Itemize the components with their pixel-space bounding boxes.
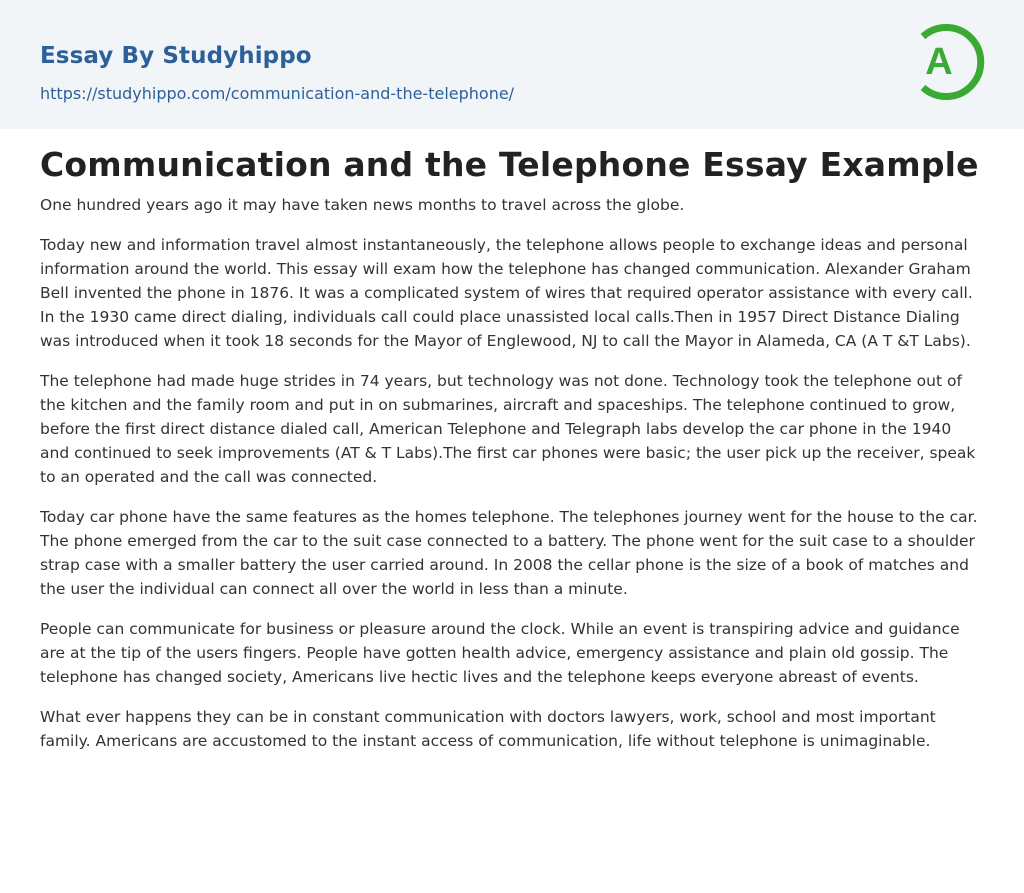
paragraph-3: The telephone had made huge strides in 74 years, but technology was not done. Technology took the telephone out of the kitchen and the family room and put in on submarines, aircraft and spaceships. The telephone continued to grow, before the first direct distance dialed call, American Telephone and Telegraph labs develop the car phone in the 1940 and continued to seek improvements (AT & T Labs).The first car phones were basic; the user pick up the receiver, speak to an operated and the call was connected. [40,372,976,486]
paragraph-1: One hundred years ago it may have taken news months to travel across the globe. [40,196,685,214]
essay-url-link[interactable]: https://studyhippo.com/communication-and-the-telephone/ [40,84,515,103]
paragraph-2: Today new and information travel almost instantaneously, the telephone allows people to exchange ideas and personal information around the world. This essay will exam how the telephone has changed communication. Alexander Graham Bell invented the phone in 1876. It was a complicated system of wires that required operator assistance with every call. In the 1930 came direct dialing, individuals call could place unassisted local calls.Then in 1957 Direct Distance Dialing was introduced when it took 18 seconds for the Mayor of Englewood, NJ to call the Mayor in Alameda, CA (A T &T Labs). [40,236,973,350]
logo-letter: A [925,41,953,83]
site-name[interactable]: Essay By Studyhippo [40,43,312,69]
article [0,129,1024,753]
paragraph-5: People can communicate for business or pleasure around the clock. While an event is transpiring advice and guidance are at the tip of the users fingers. People have gotten health advice, emergency assistance and plain old gossip. The telephone has changed society, Americans live hectic lives and the telephone keeps everyone abreast of events. [40,620,960,686]
article-title: Communication and the Telephone Essay Example [40,145,979,184]
paragraph-6: What ever happens they can be in constant communication with doctors lawyers, work, school and most important family. Americans are accustomed to the instant access of communication, life without telephone is unimaginable. [40,708,936,750]
site-header [0,0,1024,129]
paragraph-4: Today car phone have the same features as the homes telephone. The telephones journey went for the house to the car. The phone emerged from the car to the suit case connected to a battery. The phone went for the suit case to a shoulder strap case with a smaller battery the user carried around. In 2008 the cellar phone is the size of a book of matches and the user the individual can connect all over the world in less than a minute. [40,508,978,598]
studyhippo-logo-icon[interactable] [912,18,986,106]
